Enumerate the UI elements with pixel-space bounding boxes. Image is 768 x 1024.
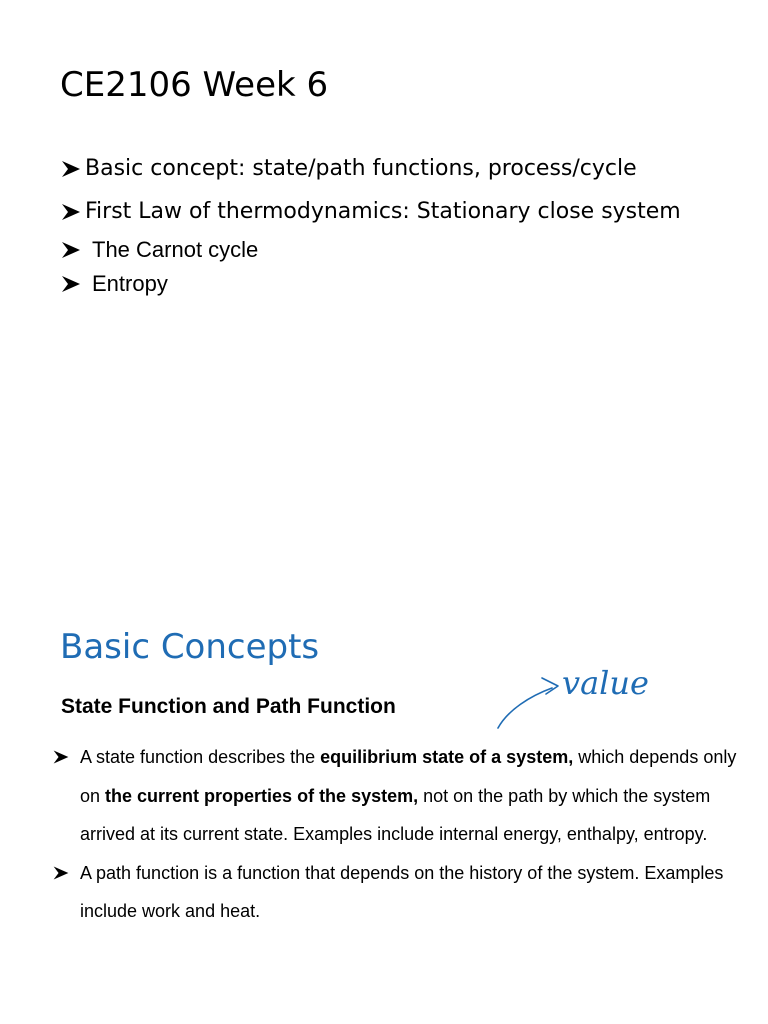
definition-list — [52, 738, 742, 931]
arrow-bullet-icon — [52, 864, 70, 882]
arrow-bullet-icon — [60, 201, 82, 223]
list-item-text: First Law of thermodynamics: Stationary close system — [85, 199, 681, 224]
list-item — [52, 854, 742, 931]
path-function-text: A path function is a function that depends on the history of the system. Examples include work and heat. — [80, 862, 724, 921]
state-function-bold-2: the current properties of the system, — [105, 785, 419, 806]
arrow-bullet-icon — [52, 748, 70, 766]
list-item-text: Basic concept: state/path functions, process/cycle — [85, 156, 637, 181]
list-item — [60, 154, 681, 184]
list-item — [60, 235, 258, 265]
page-title: CE2106 Week 6 — [60, 65, 329, 105]
handwritten-note-text: value — [562, 664, 649, 702]
list-item — [60, 269, 258, 299]
arrow-bullet-icon — [60, 273, 82, 295]
list-item — [60, 197, 681, 227]
handwritten-value-annotation — [490, 648, 690, 738]
arrow-bullet-icon — [60, 239, 82, 261]
list-item-text: Entropy — [92, 271, 168, 296]
topic-list-secondary — [60, 235, 258, 303]
list-item — [52, 738, 742, 854]
section-subtitle: State Function and Path Function — [61, 695, 396, 718]
arrow-bullet-icon — [60, 158, 82, 180]
state-function-text-1: A state function describes the — [80, 747, 321, 767]
list-item-text: The Carnot cycle — [92, 237, 259, 262]
state-function-text-2: which depends only on — [80, 747, 737, 806]
slide-basic-concepts — [0, 520, 768, 1024]
state-function-bold-1: equilibrium state of a system, — [320, 747, 574, 767]
section-title: Basic Concepts — [60, 627, 320, 667]
topic-list-primary — [60, 154, 681, 240]
state-function-text-3: not on the path by which the system arrived at its current state. Examples include internal energy, enthalpy, entropy. — [80, 785, 711, 844]
